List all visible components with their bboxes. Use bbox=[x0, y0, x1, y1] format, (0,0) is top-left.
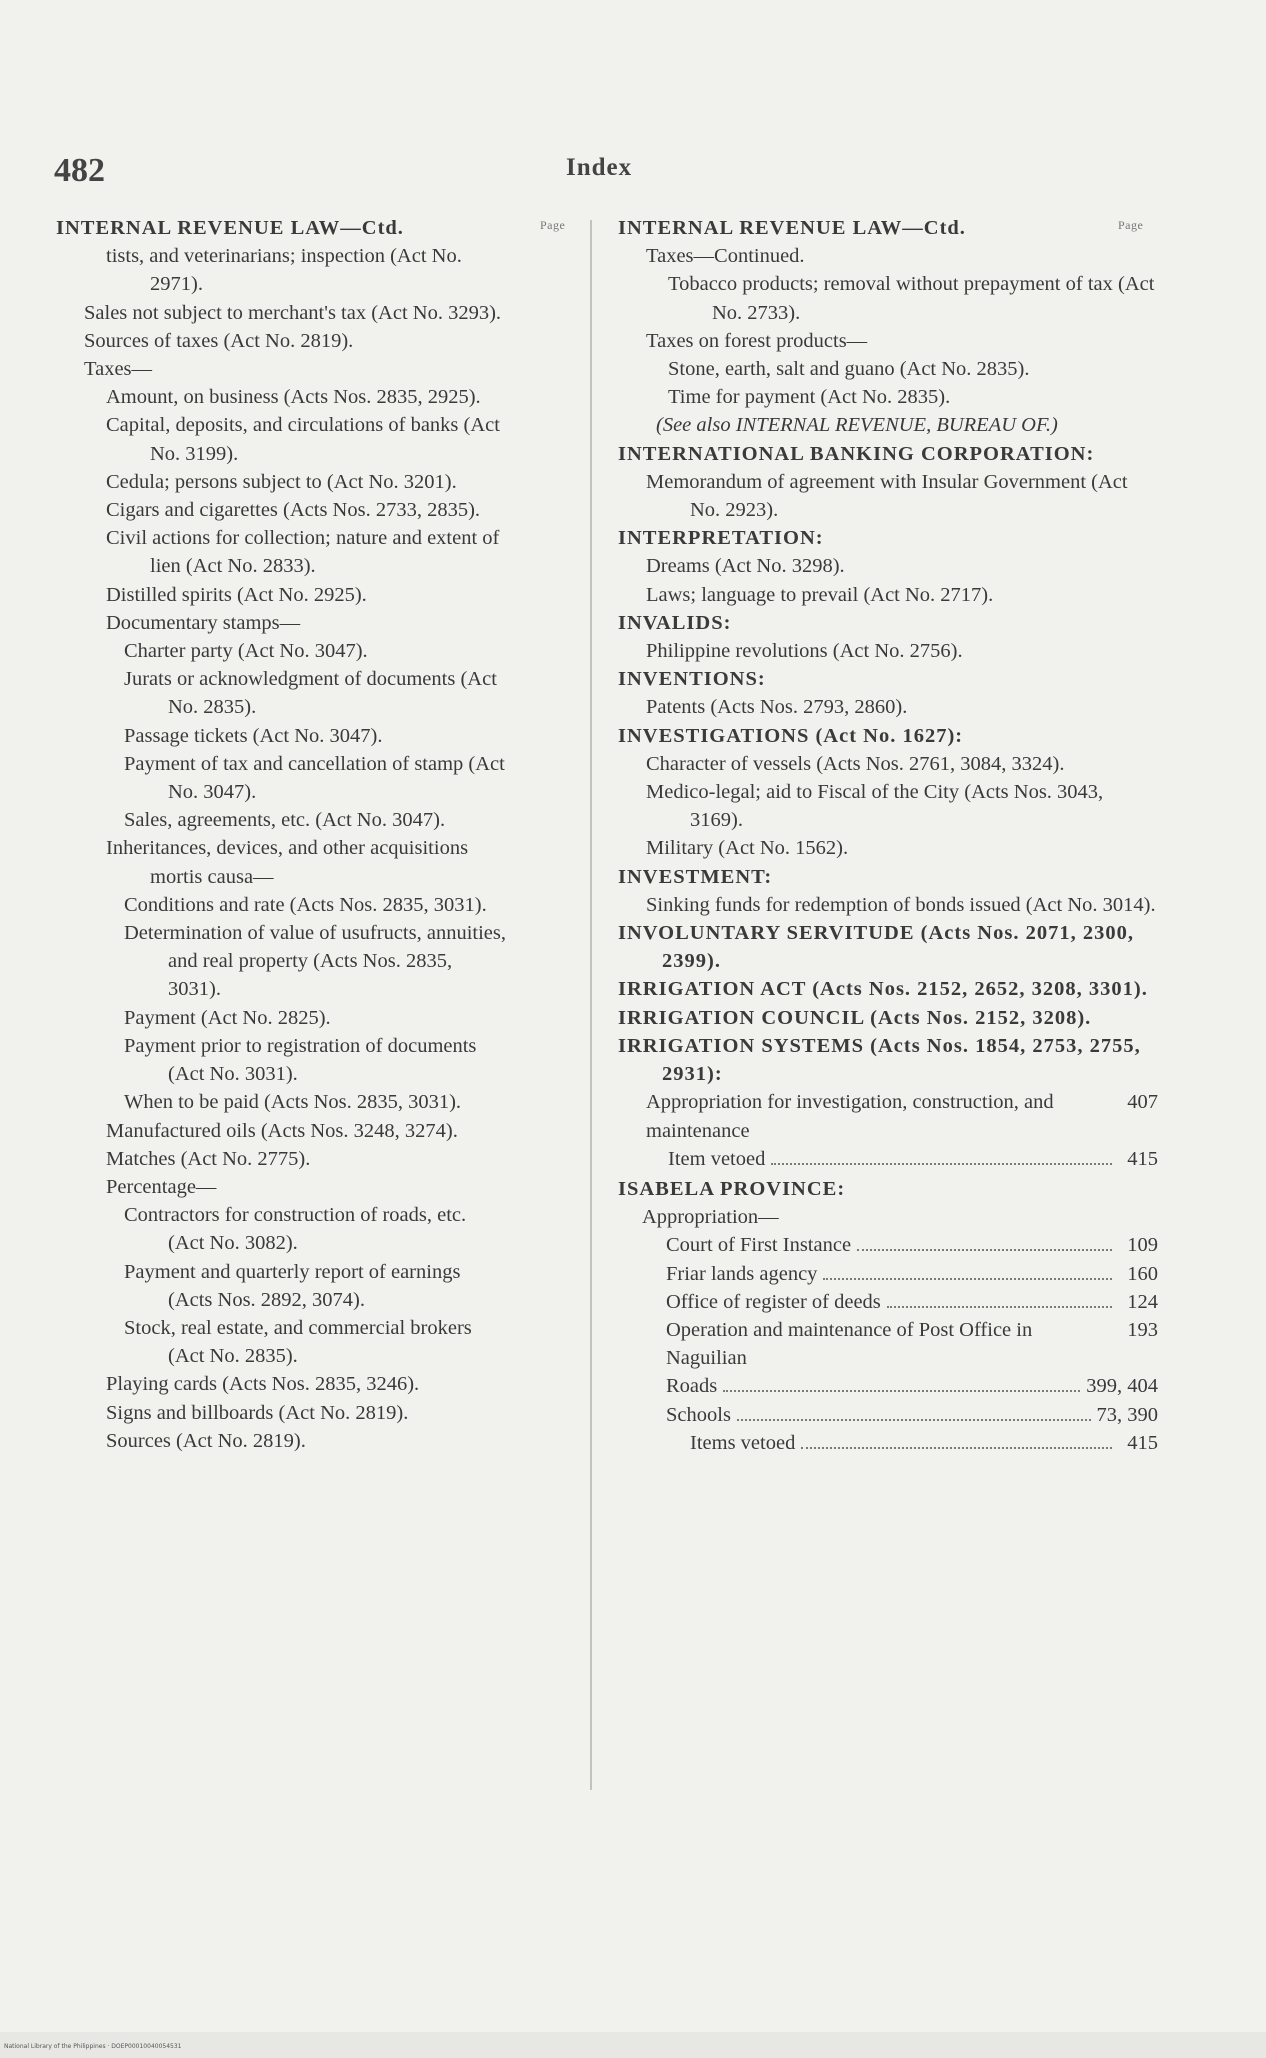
isabela-entry bbox=[618, 1372, 1158, 1400]
irrigation-entry-page: 407 bbox=[1127, 1091, 1158, 1114]
index-entry: Sinking funds for redemption of bonds issued (Act No. 3014). bbox=[646, 893, 1156, 916]
index-entry: (See also INTERNAL REVENUE, BUREAU OF.) bbox=[656, 414, 1058, 437]
isabela-entry bbox=[618, 1288, 1158, 1316]
index-entry: Distilled spirits (Act No. 2925). bbox=[106, 583, 367, 606]
index-heading: INVESTIGATIONS (Act No. 1627): bbox=[618, 724, 964, 747]
irrigation-entry bbox=[618, 1145, 1158, 1173]
index-entry: Charter party (Act No. 3047). bbox=[124, 640, 368, 663]
index-heading: INVENTIONS: bbox=[618, 668, 766, 691]
left-column-entries bbox=[56, 214, 506, 1455]
index-entry: Sources (Act No. 2819). bbox=[106, 1429, 306, 1452]
isabela-entry bbox=[618, 1231, 1158, 1259]
isabela-entry bbox=[618, 1316, 1158, 1372]
index-entry: Tobacco products; removal without prepayment of tax (Act No. 2733). bbox=[668, 273, 1155, 324]
index-entry: Sales not subject to merchant's tax (Act No. 3293). bbox=[84, 301, 502, 324]
index-entry: Character of vessels (Acts Nos. 2761, 3084, 3324). bbox=[646, 752, 1065, 775]
index-entry: Cigars and cigarettes (Acts Nos. 2733, 2835). bbox=[106, 499, 481, 522]
isabela-entry bbox=[618, 1401, 1158, 1429]
isabela-entry bbox=[618, 1260, 1158, 1288]
irrigation-entry bbox=[618, 1088, 1158, 1144]
index-entry: Military (Act No. 1562). bbox=[646, 837, 849, 860]
isabela-heading: ISABELA PROVINCE: bbox=[618, 1177, 846, 1200]
index-entry: Signs and billboards (Act No. 2819). bbox=[106, 1401, 409, 1424]
right-column bbox=[618, 214, 1158, 1457]
index-entry: Payment and quarterly report of earnings (Acts Nos. 2892, 3074). bbox=[124, 1260, 461, 1311]
index-entry: Patents (Acts Nos. 2793, 2860). bbox=[646, 696, 908, 719]
isabela-entry-label: Schools bbox=[666, 1403, 731, 1426]
isabela-appropriation-list bbox=[618, 1231, 1158, 1428]
index-heading: IRRIGATION ACT (Acts Nos. 2152, 2652, 3208, 3301). bbox=[618, 978, 1148, 1001]
index-entry: Taxes on forest products— bbox=[646, 329, 868, 352]
index-entry: Determination of value of usufructs, annuities, and real property (Acts Nos. 2835, 3031). bbox=[124, 922, 506, 1001]
index-entry: Contractors for construction of roads, etc. (Act No. 3082). bbox=[124, 1204, 467, 1255]
isabela-entry-page: 73, 390 bbox=[1096, 1403, 1158, 1426]
isabela-entry-page: 193 bbox=[1127, 1318, 1158, 1341]
irrigation-entry-label: Appropriation for investigation, construction, and maintenance bbox=[646, 1091, 1054, 1142]
leader-dots bbox=[887, 1306, 1112, 1308]
index-heading: INTERNATIONAL BANKING CORPORATION: bbox=[618, 442, 1095, 465]
index-entry: Stone, earth, salt and guano (Act No. 2835). bbox=[668, 358, 1030, 381]
index-entry: When to be paid (Acts Nos. 2835, 3031). bbox=[124, 1091, 462, 1114]
items-vetoed-page: 415 bbox=[1127, 1431, 1158, 1454]
index-heading: INTERNAL REVENUE LAW—Ctd. bbox=[56, 217, 404, 239]
index-heading: INVALIDS: bbox=[618, 611, 732, 634]
isabela-entry-label: Court of First Instance bbox=[666, 1234, 852, 1257]
index-entry: Sales, agreements, etc. (Act No. 3047). bbox=[124, 809, 446, 832]
index-entry: Philippine revolutions (Act No. 2756). bbox=[646, 640, 963, 663]
index-entry: Conditions and rate (Acts Nos. 2835, 3031). bbox=[124, 893, 487, 916]
index-entry: Playing cards (Acts Nos. 2835, 3246). bbox=[106, 1373, 420, 1396]
index-entry: Civil actions for collection; nature and extent of lien (Act No. 2833). bbox=[106, 527, 500, 578]
right-column-entries bbox=[618, 214, 1158, 1088]
index-entry: Laws; language to prevail (Act No. 2717). bbox=[646, 583, 994, 606]
isabela-entry-label: Operation and maintenance of Post Office in Naguilian bbox=[666, 1318, 1033, 1370]
page-column-label-right: Page bbox=[1118, 218, 1144, 232]
index-heading: INTERPRETATION: bbox=[618, 527, 824, 550]
index-entry: Payment (Act No. 2825). bbox=[124, 1006, 331, 1029]
index-entry: Payment of tax and cancellation of stamp (Act No. 3047). bbox=[124, 752, 505, 804]
index-entry: Passage tickets (Act No. 3047). bbox=[124, 724, 383, 747]
items-vetoed-label: Items vetoed bbox=[690, 1431, 796, 1454]
leader-dots bbox=[771, 1163, 1112, 1165]
left-column bbox=[56, 214, 506, 1455]
index-entry: Taxes—Continued. bbox=[646, 245, 805, 268]
index-entry: Medico-legal; aid to Fiscal of the City (Acts Nos. 3043, 3169). bbox=[646, 781, 1104, 832]
index-heading: IRRIGATION COUNCIL (Acts Nos. 2152, 3208). bbox=[618, 1006, 1092, 1029]
index-entry: Taxes— bbox=[84, 358, 153, 381]
index-entry: Dreams (Act No. 3298). bbox=[646, 555, 845, 578]
isabela-entry-label: Friar lands agency bbox=[666, 1262, 818, 1285]
leader-dots bbox=[857, 1249, 1112, 1251]
index-entry: Payment prior to registration of documents (Act No. 3031). bbox=[124, 1034, 477, 1086]
index-entry: Percentage— bbox=[106, 1175, 217, 1198]
index-entry: Inheritances, devices, and other acquisitions mortis causa— bbox=[106, 837, 469, 888]
index-heading: INVOLUNTARY SERVITUDE (Acts Nos. 2071, 2300, 2399). bbox=[618, 922, 1134, 973]
isabela-entry-page: 124 bbox=[1127, 1290, 1158, 1313]
isabela-entry-page: 399, 404 bbox=[1086, 1375, 1158, 1398]
index-entry: Cedula; persons subject to (Act No. 3201). bbox=[106, 470, 457, 493]
index-entry: Amount, on business (Acts Nos. 2835, 2925). bbox=[106, 386, 481, 409]
isabela-entry-label: Roads bbox=[666, 1375, 718, 1398]
leader-dots bbox=[737, 1419, 1091, 1421]
column-divider bbox=[590, 220, 592, 1790]
index-entry: Matches (Act No. 2775). bbox=[106, 1147, 311, 1170]
leader-dots bbox=[801, 1447, 1112, 1449]
index-heading: INTERNAL REVENUE LAW—Ctd. bbox=[618, 217, 966, 239]
index-entry: Manufactured oils (Acts Nos. 3248, 3274). bbox=[106, 1119, 458, 1142]
index-entry: Jurats or acknowledgment of documents (Act No. 2835). bbox=[124, 668, 497, 719]
index-entry: Time for payment (Act No. 2835). bbox=[668, 386, 951, 409]
scan-footer-id: National Library of the Philippines · DOEP00010040054531 bbox=[4, 2043, 182, 2050]
irrigation-entry-page: 415 bbox=[1127, 1147, 1158, 1170]
index-heading: INVESTMENT: bbox=[618, 865, 773, 888]
index-entry: Stock, real estate, and commercial brokers (Act No. 2835). bbox=[124, 1316, 472, 1368]
leader-dots bbox=[823, 1278, 1112, 1280]
isabela-entry-page: 160 bbox=[1127, 1262, 1158, 1285]
index-entry: Sources of taxes (Act No. 2819). bbox=[84, 329, 354, 352]
running-head: Index bbox=[566, 154, 633, 181]
isabela-appropriation-subheading: Appropriation— bbox=[642, 1206, 779, 1229]
irrigation-appropriation-entries bbox=[618, 1088, 1158, 1173]
isabela-entry-page: 109 bbox=[1127, 1234, 1158, 1257]
index-entry: Documentary stamps— bbox=[106, 611, 301, 634]
isabela-items-vetoed bbox=[618, 1429, 1158, 1457]
index-entry: tists, and veterinarians; inspection (Act No. 2971). bbox=[106, 245, 462, 296]
irrigation-entry-label: Item vetoed bbox=[668, 1147, 766, 1170]
index-heading: IRRIGATION SYSTEMS (Acts Nos. 1854, 2753, 2755, 2931): bbox=[618, 1034, 1141, 1086]
index-entry: Capital, deposits, and circulations of banks (Act No. 3199). bbox=[106, 414, 500, 465]
page-column-label-left: Page bbox=[540, 218, 566, 232]
scan-footer-strip bbox=[0, 2032, 1266, 2058]
isabela-entry-label: Office of register of deeds bbox=[666, 1290, 881, 1313]
page-number: 482 bbox=[54, 152, 105, 189]
index-entry: Memorandum of agreement with Insular Government (Act No. 2923). bbox=[646, 470, 1128, 522]
leader-dots bbox=[723, 1390, 1080, 1392]
